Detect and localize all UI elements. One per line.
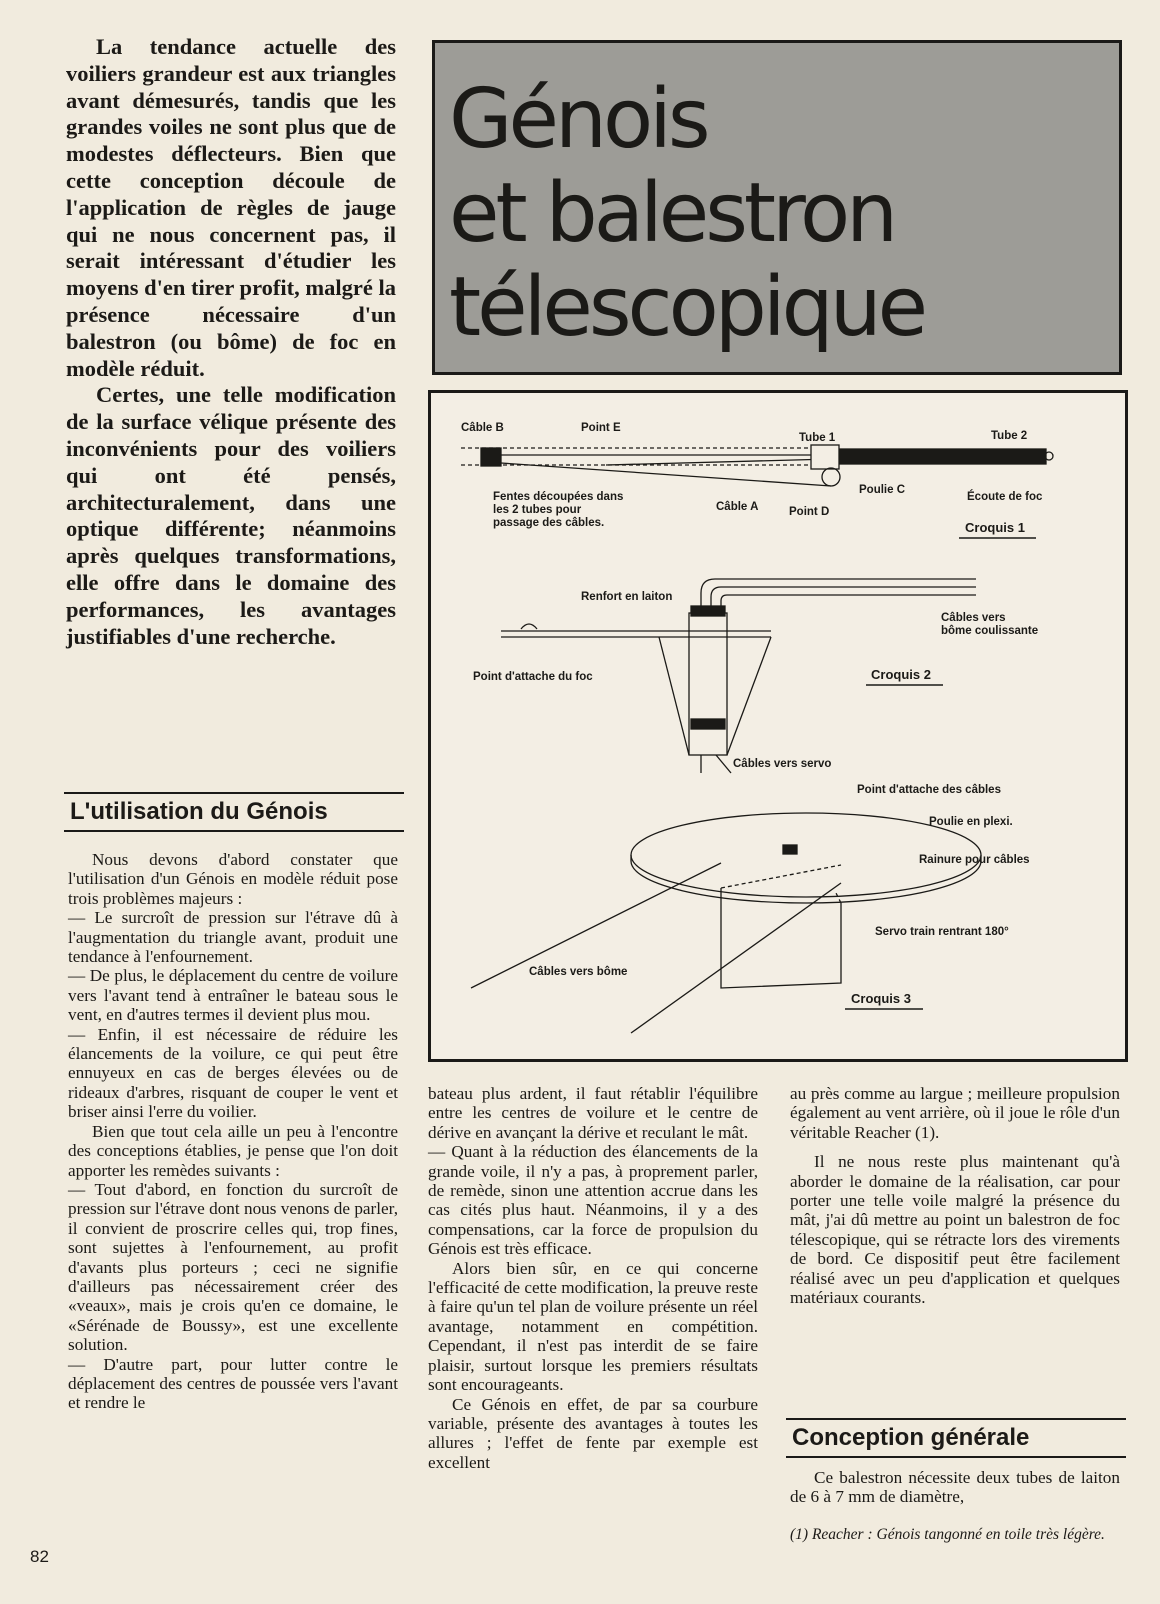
- section-heading-conception: Conception générale: [786, 1418, 1126, 1458]
- intro-paragraph-2: Certes, une telle modification de la surface vélique présente des inconvénients pour des voiliers qui ont été pensés, architecturalement, dans une optique différente; néanmoins après quelques transformations, elle offre dans le domaine des performances, les avantages justifiables d'une recherche.: [66, 382, 396, 649]
- label-cables-bome-2: bôme coulissante: [941, 625, 1039, 637]
- col-a-p1: Nous devons d'abord constater que l'utilisation d'un Génois en modèle réduit pose trois problèmes majeurs :: [68, 850, 398, 908]
- caption-croquis-2: Croquis 2: [871, 667, 931, 682]
- col-c-p2: Il ne nous reste plus maintenant qu'à aborder le domaine de la réalisation, car pour porter une telle voile malgré la présence du mât, j'ai dû mettre au point un balestron de foc télescopique, qui se rétracte lors des virements de bord. Ce dispositif peut être facilement réalisé avec un peu d'application et quelques matériaux courants.: [790, 1152, 1120, 1308]
- section-heading-genois: L'utilisation du Génois: [64, 792, 404, 832]
- label-ecoute: Écoute de foc: [967, 491, 1043, 503]
- intro-text: [66, 34, 396, 650]
- caption-croquis-3: Croquis 3: [851, 991, 911, 1006]
- label-cable-b: Câble B: [461, 422, 504, 434]
- col-b-p2: — Quant à la réduction des élancements de la grande voile, il n'y a pas, à proprement parler, de remède, sinon une attention accrue dans les cas cités plus haut. Néanmoins, il y a des compensations, car la force de propulsion du Génois est très efficace.: [428, 1142, 758, 1259]
- caption-croquis-1: Croquis 1: [965, 520, 1025, 535]
- label-fentes-1: Fentes découpées dans: [493, 491, 624, 503]
- sketch2-labels: [473, 591, 1038, 770]
- label-tube-1: Tube 1: [799, 432, 836, 444]
- label-fentes-2: les 2 tubes pour: [493, 504, 582, 516]
- title-line-2: et balestron: [449, 166, 895, 261]
- article-title: [432, 40, 1122, 375]
- column-b: [428, 1084, 758, 1472]
- label-servo: Servo train rentrant 180°: [875, 926, 1009, 938]
- sketches-drawing: [431, 393, 1125, 1059]
- column-a: [68, 850, 398, 1413]
- col-b-p4: Ce Génois en effet, de par sa courbure variable, présente des avantages à toutes les allures ; l'effet de fente par exemple est excellent: [428, 1394, 758, 1472]
- label-rainure: Rainure pour câbles: [919, 854, 1030, 866]
- label-poulie-plexi: Poulie en plexi.: [929, 816, 1013, 828]
- col-a-p6: — Tout d'abord, en fonction du surcroît de pression sur l'étrave dont nous venons de parler, il convient de proscrire celles qui, trop fines, sont sujettes à l'enfournement, au profit d'avants plus porteurs ; ceci ne signifie d'ailleurs pas nécessairement créer des «veaux», mais je crois qu'en ce domaine, le «Sérénade de Boussy», est une excellente solution.: [68, 1179, 398, 1355]
- label-cables-vers-bome: Câbles vers bôme: [529, 966, 628, 978]
- label-point-e: Point E: [581, 422, 621, 434]
- label-attache-cables: Point d'attache des câbles: [857, 784, 1001, 796]
- title-line-3: télescopique: [449, 260, 925, 355]
- col-c-p1: au près comme au largue ; meilleure propulsion également au vent arrière, où il joue le rôle d'un véritable Reacher (1).: [790, 1084, 1120, 1142]
- intro-paragraph-1: La tendance actuelle des voiliers grandeur est aux triangles avant démesurés, tandis que les grandes voiles ne sont plus que de modestes déflecteurs. Bien que cette conception découle de l'application de règles de jauge qui ne nous concernent pas, il serait intéressant d'étudier les moyens d'en tirer profit, malgré la présence nécessaire d'un balestron (ou bôme) de foc en modèle réduit.: [66, 34, 396, 381]
- page-number: 82: [30, 1547, 49, 1566]
- label-cables-servo: Câbles vers servo: [733, 758, 832, 770]
- col-a-p3: — De plus, le déplacement du centre de voilure vers l'avant tend à entraîner le bateau sous le vent, en d'autres termes il devient plus mou.: [68, 966, 398, 1025]
- label-cables-bome-1: Câbles vers: [941, 612, 1006, 624]
- col-b-p3: Alors bien sûr, en ce qui concerne l'efficacité de cette modification, la preuve reste à faire qu'un tel plan de voilure présente un réel avantage, notamment en compétition. Cependant, il n'est pas interdit de se faire plaisir, surtout lorsque les premiers résultats sont encourageants.: [428, 1258, 758, 1395]
- conception-text: [790, 1468, 1120, 1507]
- footnote: (1) Reacher : Génois tangonné en toile très légère.: [790, 1526, 1105, 1543]
- label-renfort: Renfort en laiton: [581, 591, 673, 603]
- label-fentes-3: passage des câbles.: [493, 517, 605, 529]
- label-cable-a: Câble A: [716, 501, 759, 513]
- title-line-1: Génois: [449, 72, 707, 167]
- label-poulie-c: Poulie C: [859, 484, 906, 496]
- col-b-p1: bateau plus ardent, il faut rétablir l'équilibre entre les centres de voilure et le centre de dérive en avançant la dérive et reculant le mât.: [428, 1084, 758, 1142]
- label-tube-2: Tube 2: [991, 430, 1028, 442]
- col-a-p7: — D'autre part, pour lutter contre le déplacement des centres de poussée vers l'avant et rendre le: [68, 1354, 398, 1413]
- label-attache-foc: Point d'attache du foc: [473, 671, 593, 683]
- col-a-p4: — Enfin, il est nécessaire de réduire les élancements de la voilure, ce qui peut être ennuyeux en cas de berges élevées ou de rideaux d'arbres, risquant de couper le vent et briser ainsi l'erre du voilier.: [68, 1024, 398, 1122]
- conception-paragraph: Ce balestron nécessite deux tubes de laiton de 6 à 7 mm de diamètre,: [790, 1468, 1120, 1507]
- col-a-p5: Bien que tout cela aille un peu à l'encontre des conceptions établies, je pense que l'on doit apporter les remèdes suivants :: [68, 1121, 398, 1180]
- column-c: [790, 1084, 1120, 1307]
- figure-sketches: [428, 390, 1128, 1062]
- col-a-p2: — Le surcroît de pression sur l'étrave dû à l'augmentation du triangle avant, produit une tendance à l'enfournement.: [68, 908, 398, 967]
- label-point-d: Point D: [789, 506, 830, 518]
